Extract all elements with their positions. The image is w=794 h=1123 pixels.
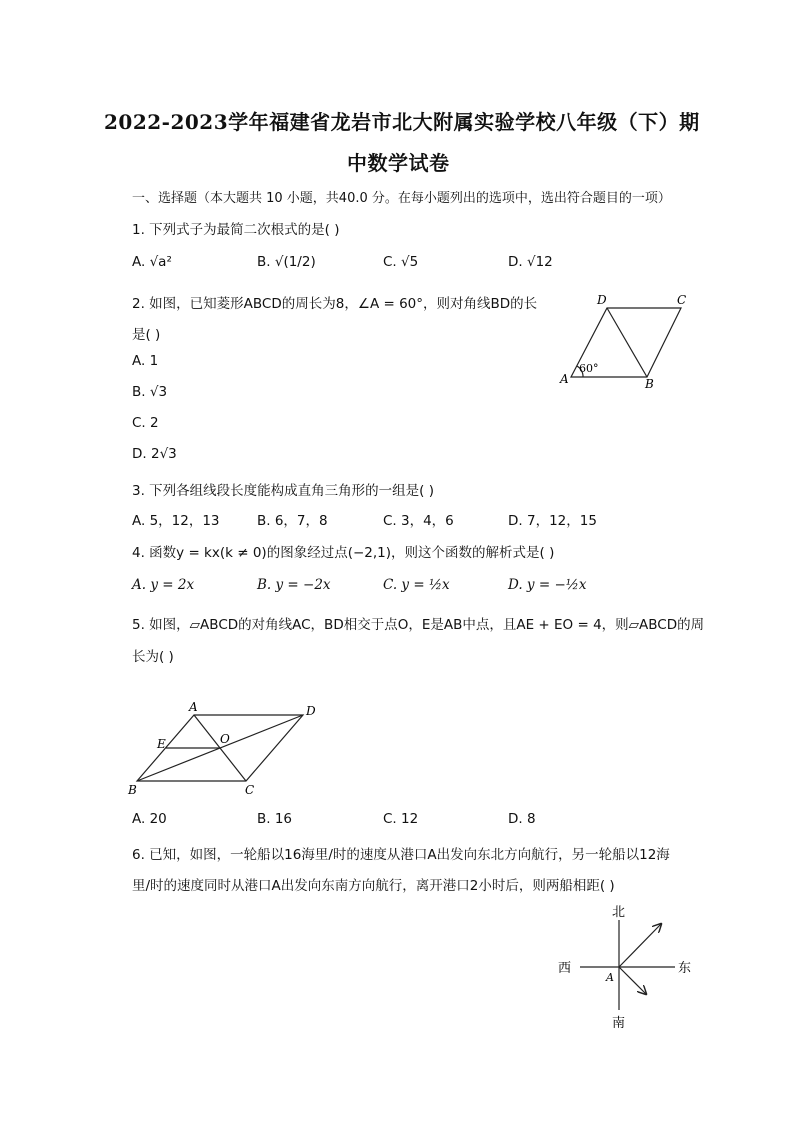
q1-option-b: B. √(1/2) [257, 254, 316, 270]
label-b: B [645, 377, 654, 390]
q3-option-a: A. 5，12，13 [132, 513, 220, 529]
q4-option-b: B. y = −2x [257, 577, 331, 593]
question-5-stem-line2: 长为( ) [132, 649, 174, 665]
q5-option-b: B. 16 [257, 811, 293, 827]
label-a: A [606, 971, 614, 984]
question-2-stem-line2: 是( ) [132, 327, 161, 343]
label-e: E [157, 737, 166, 751]
q4-option-c: C. y = ½x [383, 577, 450, 593]
question-6-stem-line2: 里/时的速度同时从港口A出发向东南方向航行，离开港口2小时后，则两船相距( ) [132, 878, 615, 894]
angle-label: 60° [579, 362, 599, 375]
arrow-northeast [619, 924, 661, 967]
label-a: A [189, 700, 198, 714]
q3-option-b: B. 6，7，8 [257, 513, 328, 529]
arrow-southeast [619, 967, 646, 994]
q4-option-a: A. y = 2x [132, 577, 195, 593]
label-west: 西 [558, 961, 572, 976]
q2-option-d: D. 2√3 [132, 446, 177, 462]
q1-option-d: D. √12 [508, 254, 553, 270]
q2-option-a: A. 1 [132, 353, 159, 369]
label-east: 东 [678, 961, 692, 976]
label-c: C [677, 293, 687, 307]
page-title-line1: 2022-2023学年福建省龙岩市北大附属实验学校八年级（下）期 [104, 110, 700, 134]
q2-option-c: C. 2 [132, 415, 159, 431]
q5-option-c: C. 12 [383, 811, 419, 827]
q2-option-b: B. √3 [132, 384, 168, 400]
question-1-stem: 1. 下列式子为最简二次根式的是( ) [132, 222, 340, 238]
section-heading: 一、选择题（本大题共 10 小题，共40.0 分。在每小题列出的选项中，选出符合题目的一项） [132, 191, 671, 206]
question-5-stem-line1: 5. 如图，▱ABCD的对角线AC，BD相交于点O，E是AB中点，且AE + EO = 4，则▱ABCD的周 [132, 617, 705, 633]
q1-option-c: C. √5 [383, 254, 419, 270]
q4-option-d: D. y = −½x [508, 577, 587, 593]
q5-option-d: D. 8 [508, 811, 536, 827]
q3-option-d: D. 7，12，15 [508, 513, 597, 529]
question-2-stem-line1: 2. 如图，已知菱形ABCD的周长为8，∠A = 60°，则对角线BD的长 [132, 296, 538, 312]
parallelogram-figure [125, 698, 330, 798]
label-o: O [220, 732, 230, 746]
question-6-stem-line1: 6. 已知，如图，一轮船以16海里/时的速度从港口A出发向东北方向航行，另一轮船以12海 [132, 847, 670, 863]
q1-option-a: A. √a² [132, 254, 172, 270]
q5-option-a: A. 20 [132, 811, 167, 827]
label-d: D [597, 293, 607, 307]
question-4-stem: 4. 函数y = kx(k ≠ 0)的图象经过点(−2,1)，则这个函数的解析式是( ) [132, 545, 555, 561]
label-a: A [560, 372, 569, 386]
compass-figure [550, 900, 700, 1035]
page-title-line2: 中数学试卷 [347, 151, 450, 175]
rhombus-figure [555, 290, 695, 390]
label-b: B [128, 783, 137, 797]
q3-option-c: C. 3，4，6 [383, 513, 454, 529]
label-south: 南 [612, 1016, 626, 1031]
question-3-stem: 3. 下列各组线段长度能构成直角三角形的一组是( ) [132, 483, 434, 499]
label-d: D [306, 704, 316, 718]
diagonal-bd [607, 308, 647, 377]
label-north: 北 [612, 905, 626, 920]
label-c: C [245, 783, 255, 797]
